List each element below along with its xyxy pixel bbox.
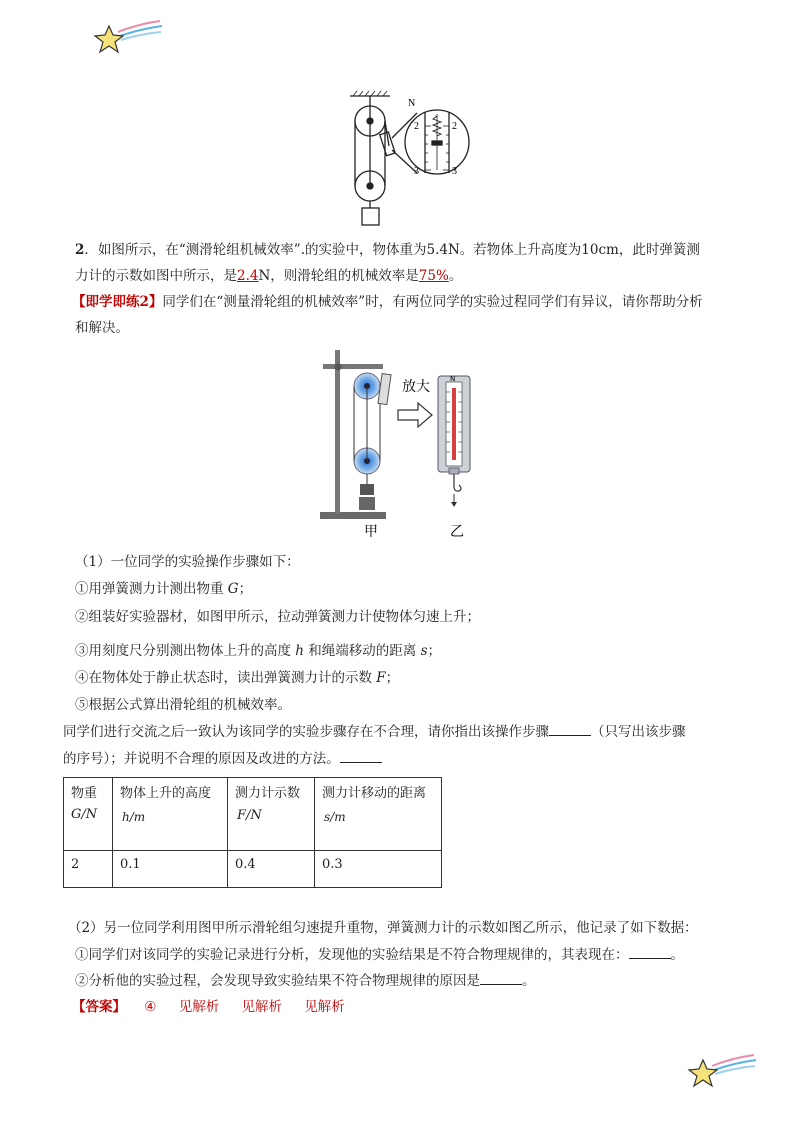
- practice-line-1: 【即学即练2】同学们在“测量滑轮组的机械效率”时，有两位同学的实验过程同学们有异议，请你帮助分析: [72, 294, 703, 310]
- question-2-line-1: [75, 240, 700, 260]
- answer-value: ④: [144, 999, 157, 1015]
- answer-blank[interactable]: [340, 748, 382, 763]
- answer-line: [72, 997, 345, 1017]
- step-3: ③用刻度尺分别测出物体上升的高度 h 和绳端移动的距离 s；: [75, 643, 442, 659]
- table-header-row: [64, 778, 442, 851]
- answer-efficiency: 75%: [418, 268, 449, 284]
- answer-blank[interactable]: [629, 944, 671, 959]
- table-header-cell: 测力计示数 F/N: [228, 778, 315, 851]
- step-4: ④在物体处于静止状态时，读出弹簧测力计的示数 F；: [75, 670, 400, 686]
- tick-label: 3: [414, 166, 419, 177]
- table-cell: 2: [64, 851, 113, 888]
- step-2: ②组装好实验器材，如图甲所示，拉动弹簧测力计使物体匀速上升；: [75, 609, 480, 625]
- step-1: ①用弹簧测力计测出物重 G；: [75, 581, 253, 597]
- answer-value: 见解析: [241, 999, 282, 1015]
- step-5: ⑤根据公式算出滑轮组的机械效率。: [75, 697, 291, 713]
- zoom-label: 放大: [402, 379, 430, 395]
- shooting-star-icon: [686, 1052, 758, 1092]
- pulley-figure-1: [345, 88, 475, 233]
- answer-blank[interactable]: [480, 970, 522, 985]
- part2-q1: ①同学们对该同学的实验记录进行分析，发现他的实验结果是不符合物理规律的，其表现在： 。: [75, 944, 684, 965]
- answer-blank[interactable]: [549, 721, 591, 736]
- table-cell: 0.1: [113, 851, 228, 888]
- part1-intro: （1）一位同学的实验操作步骤如下：: [75, 554, 300, 570]
- table-row: [64, 851, 442, 888]
- caption-jia: 甲: [364, 524, 378, 540]
- table-header-cell: 物体上升的高度 h/m: [113, 778, 228, 851]
- answer-value: 见解析: [178, 999, 220, 1015]
- question-2-line-2: 力计的示数如图中所示，是2.4N，则滑轮组的机械效率是75%。: [75, 268, 463, 284]
- question-number: 2: [75, 242, 85, 258]
- table-header-cell: 测力计移动的距离 s/m: [315, 778, 442, 851]
- practice-label: 【即学即练2】: [72, 294, 163, 310]
- scale-unit-label: N: [408, 98, 416, 109]
- answer-label: 【答案】: [72, 999, 126, 1015]
- part1-question-line-2: 的序号）；并说明不合理的原因及改进的方法。: [63, 748, 382, 769]
- table-cell: 0.4: [228, 851, 315, 888]
- tick-label: 2: [452, 121, 457, 132]
- table-header-cell: 物重 G/N: [64, 778, 113, 851]
- tick-label: 3: [452, 166, 457, 177]
- caption-yi: 乙: [450, 524, 464, 540]
- part2-intro: （2）另一位同学利用图甲所示滑轮组匀速提升重物，弹簧测力计的示数如图乙所示，他记录了如下数据：: [68, 920, 698, 936]
- answer-value: 见解析: [304, 999, 345, 1015]
- practice-line-2: 和解决。: [75, 320, 129, 336]
- part1-question-line-1: 同学们进行交流之后一致认为该同学的实验步骤存在不合理，请你指出该操作步骤 （只写出该步骤: [63, 721, 686, 742]
- part2-q2: ②分析他的实验过程，会发现导致实验结果不符合物理规律的原因是 。: [75, 970, 536, 991]
- scale-unit-label: N: [450, 375, 456, 383]
- table-cell: 0.3: [315, 851, 442, 888]
- shooting-star-icon: [92, 18, 164, 58]
- tick-label: 2: [414, 121, 419, 132]
- question-text: ．如图所示，在“测滑轮组机械效率”.的实验中，物体重为5.4N。若物体上升高度为10cm，此时弹簧测: [84, 242, 700, 258]
- answer-force: 2.4: [237, 268, 259, 284]
- pulley-figure-2: [318, 344, 478, 544]
- data-table: [63, 777, 442, 888]
